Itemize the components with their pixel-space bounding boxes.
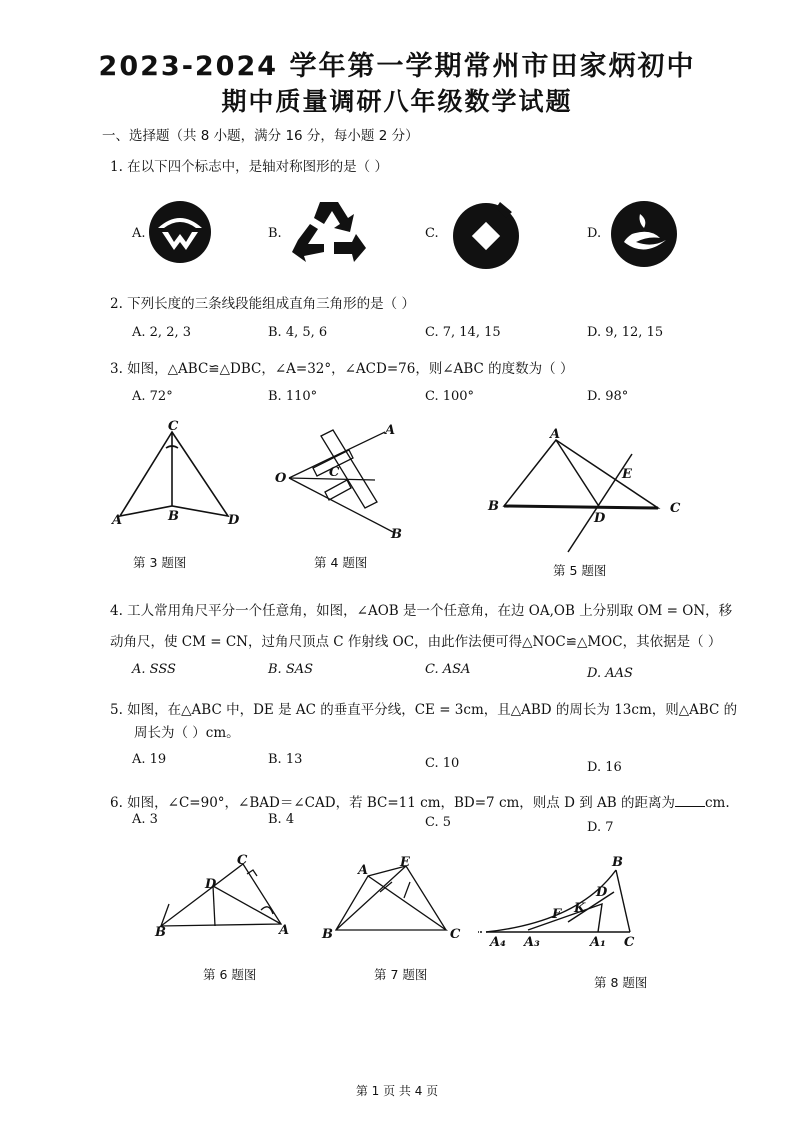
q2-option-a: A. 2, 2, 3 <box>132 325 191 340</box>
q2-option-b: B. 4, 5, 6 <box>268 325 328 340</box>
q2-option-c: C. 7, 14, 15 <box>425 325 501 340</box>
figure-6 <box>155 852 290 942</box>
figure-3 <box>110 420 250 530</box>
q5-option-a: A. 19 <box>132 752 167 767</box>
caption-fig6: 第 6 题图 <box>203 967 257 982</box>
q1-option-d: D. <box>587 226 602 241</box>
fig5-label-d: D <box>594 511 606 526</box>
q3-option-d: D. 98° <box>587 389 629 404</box>
q5-option-c: C. 10 <box>425 756 460 771</box>
fig4-label-c: C <box>329 465 340 480</box>
fig6-label-a: A <box>279 923 290 938</box>
caption-fig7: 第 7 题图 <box>374 967 428 982</box>
q4-option-a: A. SSS <box>132 662 176 677</box>
fig5-label-b: B <box>488 499 499 514</box>
section-heading: 一、选择题（共 8 小题，满分 16 分，每小题 2 分） <box>102 128 419 144</box>
q6-option-a: A. 3 <box>132 812 158 827</box>
fig3-label-a: A <box>112 513 123 528</box>
q4-line1: 4. 工人常用角尺平分一个任意角，如图，∠AOB 是一个任意角，在边 OA,OB 上分别取 OM = ON，移 <box>110 603 733 619</box>
fig8-label-d: D <box>596 885 608 900</box>
q3-option-b: B. 110° <box>268 389 318 404</box>
q5-line2: 周长为（ ）cm。 <box>134 725 240 741</box>
q6-option-c: C. 5 <box>425 815 452 830</box>
fig3-label-b: B <box>168 509 179 524</box>
q4-option-c: C. ASA <box>425 662 471 677</box>
q6-option-b: B. 4 <box>268 812 295 827</box>
figure-8 <box>478 852 668 952</box>
figure-4 <box>275 420 410 540</box>
fig8-label-a3: A₃ <box>524 935 540 950</box>
fig8-label-c: C <box>624 935 635 950</box>
caption-fig5: 第 5 题图 <box>553 563 607 578</box>
fig8-label-k: K <box>574 901 586 916</box>
fig7-label-b: B <box>322 927 333 942</box>
q1-stem: 1. 在以下四个标志中，是轴对称图形的是（ ） <box>110 159 388 175</box>
fig8-label-b: B <box>612 855 623 870</box>
fig5-label-c: C <box>670 501 681 516</box>
circle-v-emblem-icon <box>148 200 212 264</box>
q6-option-d: D. 7 <box>587 820 614 835</box>
q5-option-d: D. 16 <box>587 760 622 775</box>
q3-option-a: A. 72° <box>132 389 173 404</box>
q4-line2: 动角尺，使 CM = CN，过角尺顶点 C 作射线 OC，由此作法便可得△NOC≌△MOC，其依据是（ ） <box>110 634 722 650</box>
fig7-label-a: A <box>358 863 369 878</box>
caption-fig3: 第 3 题图 <box>133 555 187 570</box>
q1-option-a: A. <box>132 226 146 241</box>
caption-fig8: 第 8 题图 <box>594 975 648 990</box>
fig3-label-d: D <box>228 513 240 528</box>
recycle-icon <box>290 196 368 268</box>
q1-option-b: B. <box>268 226 282 241</box>
q5-option-b: B. 13 <box>268 752 303 767</box>
fig3-label-c: C <box>168 419 179 434</box>
fig4-label-a: A <box>385 423 396 438</box>
fig8-label-f: F <box>552 907 562 922</box>
fig7-label-c: C <box>450 927 461 942</box>
figure-7 <box>320 852 465 942</box>
bank-coin-icon <box>450 198 522 270</box>
flame-swirl-icon <box>608 198 680 270</box>
fig6-label-b: B <box>155 925 166 940</box>
fig7-label-e: E <box>400 855 410 870</box>
q4-option-b: B. SAS <box>268 662 314 677</box>
q6-stem <box>110 791 730 811</box>
fig6-label-c: C <box>237 853 248 868</box>
q3-stem: 3. 如图，△ABC≌△DBC，∠A=32°，∠ACD=76，则∠ABC 的度数为（ ） <box>110 361 574 377</box>
q3-option-c: C. 100° <box>425 389 475 404</box>
caption-fig4: 第 4 题图 <box>314 555 368 570</box>
figure-5 <box>482 424 692 554</box>
fig4-label-o: O <box>275 471 287 486</box>
q6-answer-blank <box>675 806 705 807</box>
fig8-label-a1: A₁ <box>590 935 606 950</box>
q5-line1: 5. 如图，在△ABC 中，DE 是 AC 的垂直平分线，CE = 3cm，且△ABD 的周长为 13cm，则△ABC 的 <box>110 702 738 718</box>
fig8-label-a4: A₄ <box>490 935 506 950</box>
q4-option-d: D. AAS <box>587 666 633 681</box>
fig6-label-d: D <box>205 877 217 892</box>
fig4-label-b: B <box>391 527 402 542</box>
fig5-label-e: E <box>622 467 632 482</box>
q2-option-d: D. 9, 12, 15 <box>587 325 664 340</box>
q1-option-c: C. <box>425 226 439 241</box>
exam-title-line1: 2023-2024 学年第一学期常州市田家炳初中 <box>98 51 696 82</box>
q6-stem-unit: cm. <box>704 795 730 811</box>
q6-stem-text: 6. 如图，∠C=90°，∠BAD＝∠CAD，若 BC=11 cm，BD=7 cm，则点 D 到 AB 的距离为 <box>110 795 675 811</box>
q2-stem: 2. 下列长度的三条线段能组成直角三角形的是（ ） <box>110 296 415 312</box>
exam-title-line2: 期中质量调研八年级数学试题 <box>221 87 573 116</box>
fig5-label-a: A <box>550 427 561 442</box>
page-footer: 第 1 页 共 4 页 <box>355 1084 439 1098</box>
